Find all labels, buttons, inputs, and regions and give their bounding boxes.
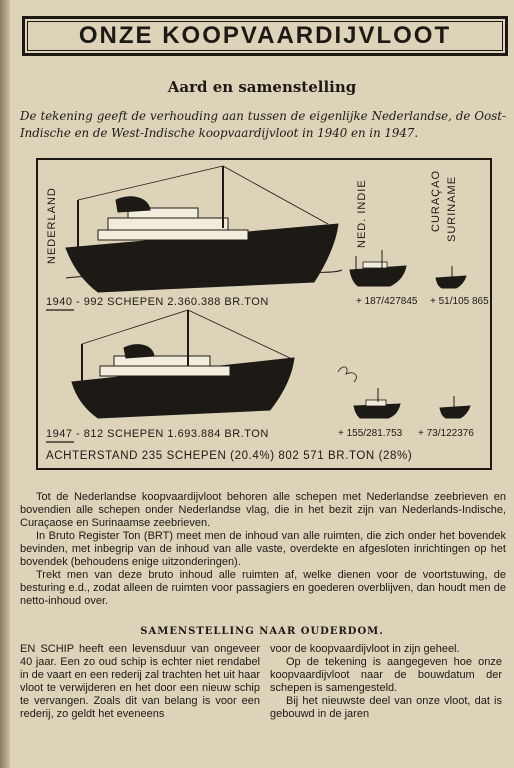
body-text [20, 491, 506, 608]
page [12, 0, 512, 768]
year-1947: 1947 [46, 428, 73, 440]
banner [22, 16, 508, 56]
right-paragraph-2: Op de tekening is aangegeven hoe onze koopvaardijvloot naar de bouwdatum der schepen is samengesteld. [270, 656, 502, 694]
book-spine-shadow [0, 0, 10, 768]
ship-1940-west-indie [436, 266, 466, 288]
ship-1947-nederland [72, 310, 294, 418]
row-1940-indie: + 187/427845 [356, 296, 418, 307]
row-1947-wi: + 73/122376 [418, 428, 474, 439]
ship-1940-nederland [66, 166, 342, 292]
ships-drawing [38, 160, 490, 468]
row-1940-main: - 992 SCHEPEN 2.360.388 BR.TON [76, 296, 269, 308]
left-column [20, 643, 260, 721]
ship-1947-west-indie [440, 396, 470, 418]
right-paragraph-3: Bij het nieuwste deel van onze vloot, dat is gebouwd in de jaren [270, 695, 502, 720]
ship-1947-indie [338, 367, 400, 418]
banner-title: ONZE KOOPVAARDIJVLOOT [78, 22, 452, 49]
deficit-line: ACHTERSTAND 235 SCHEPEN (20.4%) 802 571 BR.TON (28%) [46, 450, 413, 462]
row-1940-wi: + 51/105 865 [430, 296, 489, 307]
label-nederland: NEDERLAND [46, 187, 58, 264]
body-paragraph-1: Tot de Nederlandse koopvaardijvloot behoren alle schepen met Nederlandse zeebrieven en bovendien alle schepen onder Nederlandse vlag, die in het bezit zijn van Nederlands-Indische, Curaçaose en Surinaamse zeebrieven. [20, 491, 506, 529]
year-1940: 1940 [46, 296, 73, 308]
row-1947-main: - 812 SCHEPEN 1.693.884 BR.TON [76, 428, 269, 440]
left-column-text: EN SCHIP heeft een levensduur van ongeveer 40 jaar. Een zo oud schip is echter niet rendabel in de vaart en een rederij zal trachten het uit haar vloot te verwijderen en het door een nieuw schip te vervangen. Zoals dit van belang is voor een rederij, zo geldt het eveneens [20, 643, 260, 720]
right-paragraph-1: voor de koopvaardijvloot in zijn geheel. [270, 643, 460, 655]
label-ned-indie: NED. INDIE [356, 179, 368, 248]
row-1947 [46, 428, 269, 440]
label-curacao: CURAÇAO [430, 169, 442, 232]
intro-text: De tekening geeft de verhouding aan tussen de eigenlijke Nederlandse, de Oost-Indische en de West-Indische koopvaardijvloot in 1940 en in 1947. [20, 109, 506, 140]
ship-1940-indie [350, 250, 406, 286]
row-1947-indie: + 155/281.753 [338, 428, 403, 439]
body-paragraph-2: In Bruto Register Ton (BRT) meet men de inhoud van alle ruimten, die zich onder het bovendek bevinden, met inbegrip van de inhoud van alle vaste, overdekte en afgesloten inrichtingen op het bovendek (behoudens enige uitzonderingen). [20, 530, 506, 568]
label-suriname: SURINAME [446, 175, 458, 242]
body-paragraph-3: Trekt men van deze bruto inhoud alle ruimten af, welke dienen voor de voortstuwing, de besturing e.d., zodat alleen de ruimten voor passagiers en goederen overblijven, dan houdt men de netto-inhoud over. [20, 569, 506, 607]
fleet-illustration [36, 158, 492, 470]
row-1940 [46, 296, 269, 308]
subtitle: Aard en samenstelling [167, 78, 357, 96]
right-column [270, 643, 502, 721]
section-title: SAMENSTELLING NAAR OUDERDOM. [140, 626, 384, 637]
